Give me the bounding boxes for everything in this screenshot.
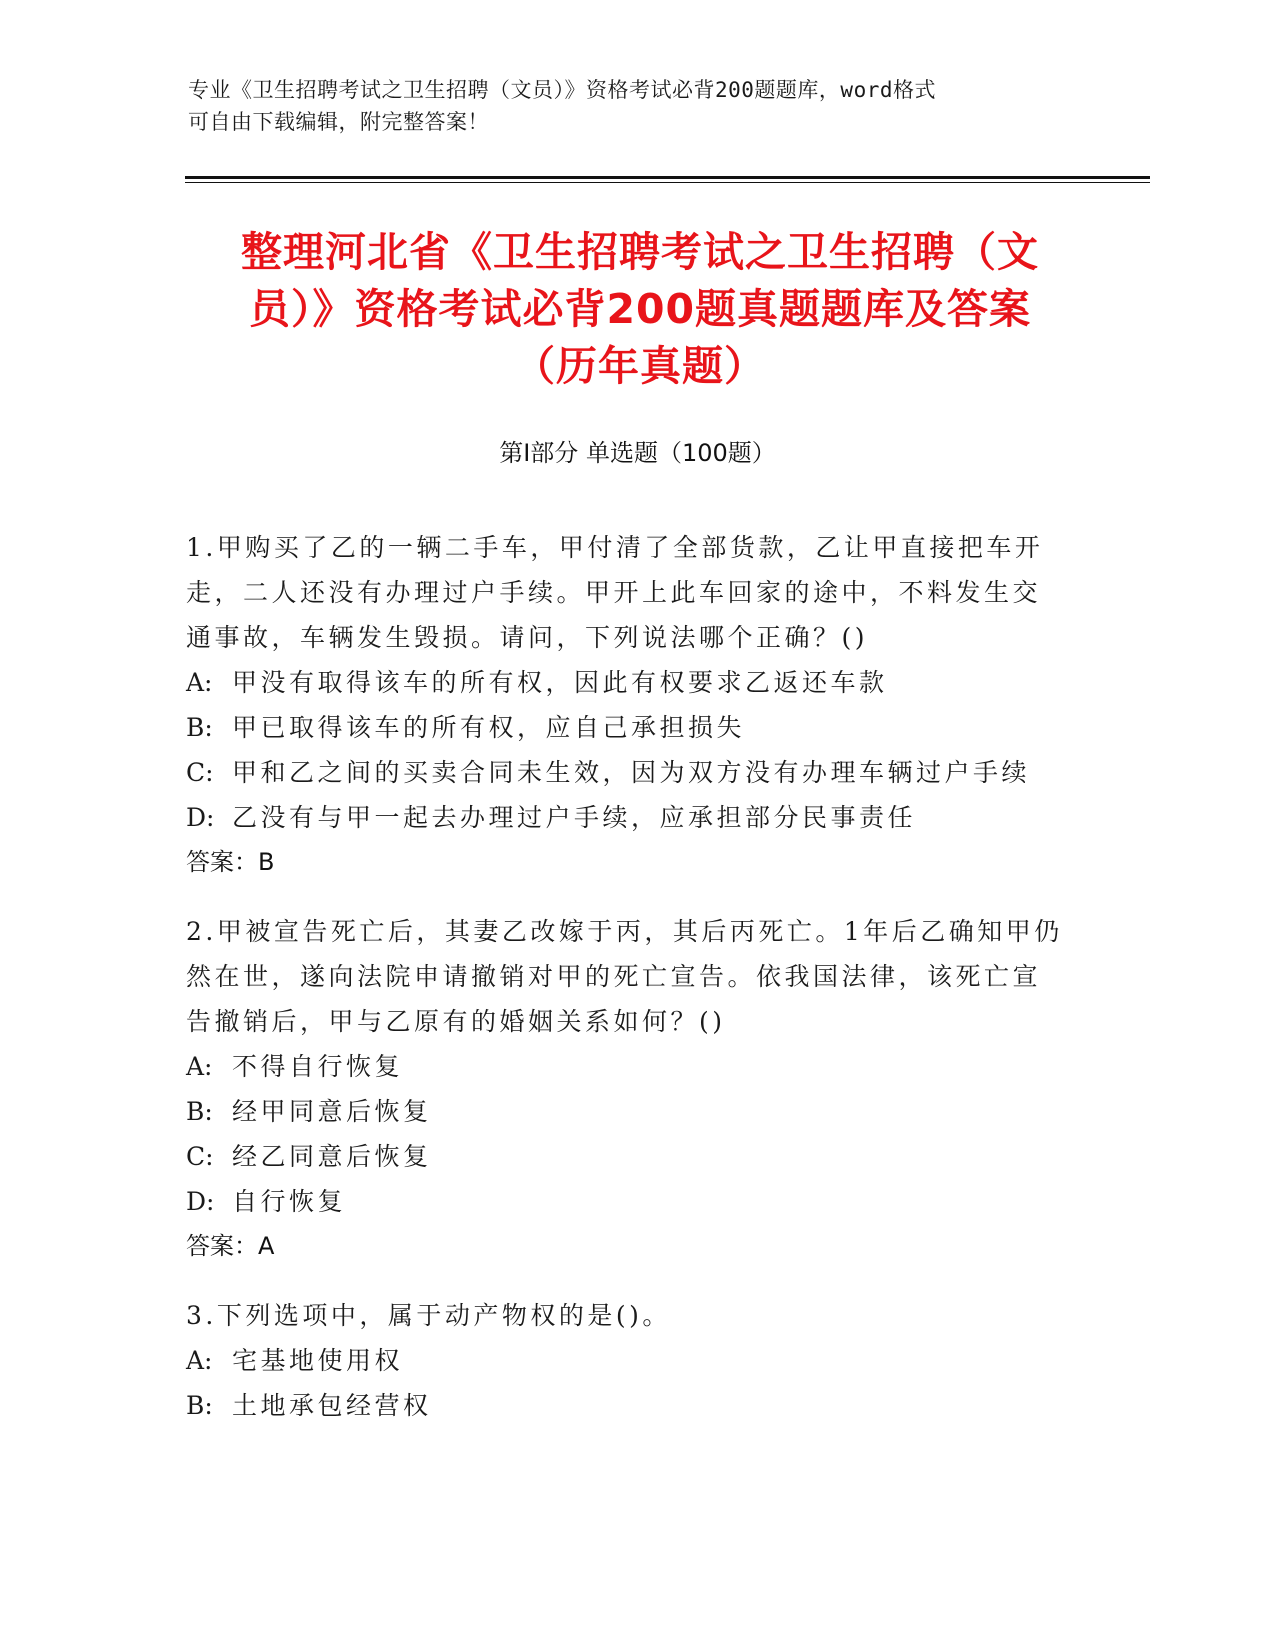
option-text: 甲和乙之间的买卖合同未生效，因为双方没有办理车辆过户手续 (232, 758, 1031, 787)
question-stem-line: 通事故，车辆发生毁损。请问，下列说法哪个正确？() (186, 623, 869, 652)
question-2 (186, 909, 1076, 1269)
document-title-line-1: 整理河北省《卫生招聘考试之卫生招聘（文 (241, 228, 1039, 276)
answer-line: 答案：A (186, 1232, 275, 1260)
option-letter: C: (186, 758, 214, 787)
option-letter: A: (186, 668, 213, 697)
header-note-line-1: 专业《卫生招聘考试之卫生招聘（文员）》资格考试必背200题题库，word格式 (188, 78, 936, 102)
document-title (175, 224, 1105, 395)
question-1 (186, 525, 1076, 885)
option-letter: B: (186, 1391, 213, 1420)
option-letter: C: (186, 1142, 214, 1171)
option-a (186, 1044, 1076, 1089)
document-title-line-3: （历年真题） (514, 342, 766, 390)
question-stem-line: 然在世，遂向法院申请撤销对甲的死亡宣告。依我国法律，该死亡宣 (186, 962, 1042, 991)
option-letter: B: (186, 713, 213, 742)
question-stem-line: 2.甲被宣告死亡后，其妻乙改嫁于丙，其后丙死亡。1年后乙确知甲仍 (186, 917, 1063, 946)
option-c (186, 1134, 1076, 1179)
question-stem-line: 3.下列选项中，属于动产物权的是()。 (186, 1301, 671, 1330)
document-title-line-2: 员）》资格考试必背200题真题题库及答案 (248, 285, 1032, 333)
option-text: 自行恢复 (232, 1187, 347, 1216)
option-text: 土地承包经营权 (232, 1391, 432, 1420)
option-a (186, 660, 1076, 705)
option-text: 不得自行恢复 (232, 1052, 404, 1081)
question-stem-line: 走，二人还没有办理过户手续。甲开上此车回家的途中，不料发生交 (186, 578, 1042, 607)
header-rule-thick (185, 176, 1150, 179)
option-text: 经乙同意后恢复 (232, 1142, 432, 1171)
option-b (186, 1383, 1076, 1428)
option-a (186, 1338, 1076, 1383)
question-list (186, 525, 1076, 1452)
option-letter: A: (186, 1346, 213, 1375)
question-3 (186, 1293, 1076, 1428)
option-d (186, 795, 1076, 840)
section-heading: 第Ⅰ部分 单选题（100题） (499, 439, 776, 467)
question-stem-line: 告撤销后，甲与乙原有的婚姻关系如何？() (186, 1007, 726, 1036)
option-c (186, 750, 1076, 795)
header-note-line-2: 可自由下载编辑，附完整答案！ (188, 110, 489, 134)
option-text: 宅基地使用权 (232, 1346, 404, 1375)
option-text: 乙没有与甲一起去办理过户手续，应承担部分民事责任 (232, 803, 917, 832)
option-b (186, 705, 1076, 750)
option-d (186, 1179, 1076, 1224)
option-text: 甲已取得该车的所有权，应自己承担损失 (232, 713, 746, 742)
option-text: 甲没有取得该车的所有权，因此有权要求乙返还车款 (232, 668, 888, 697)
option-letter: A: (186, 1052, 213, 1081)
question-stem-line: 1.甲购买了乙的一辆二手车，甲付清了全部货款，乙让甲直接把车开 (186, 533, 1044, 562)
answer-line: 答案：B (186, 848, 275, 876)
header-note (188, 74, 1068, 138)
option-letter: D: (186, 1187, 215, 1216)
option-b (186, 1089, 1076, 1134)
option-letter: D: (186, 803, 215, 832)
header-rule-thin (185, 182, 1150, 183)
option-text: 经甲同意后恢复 (232, 1097, 432, 1126)
option-letter: B: (186, 1097, 213, 1126)
